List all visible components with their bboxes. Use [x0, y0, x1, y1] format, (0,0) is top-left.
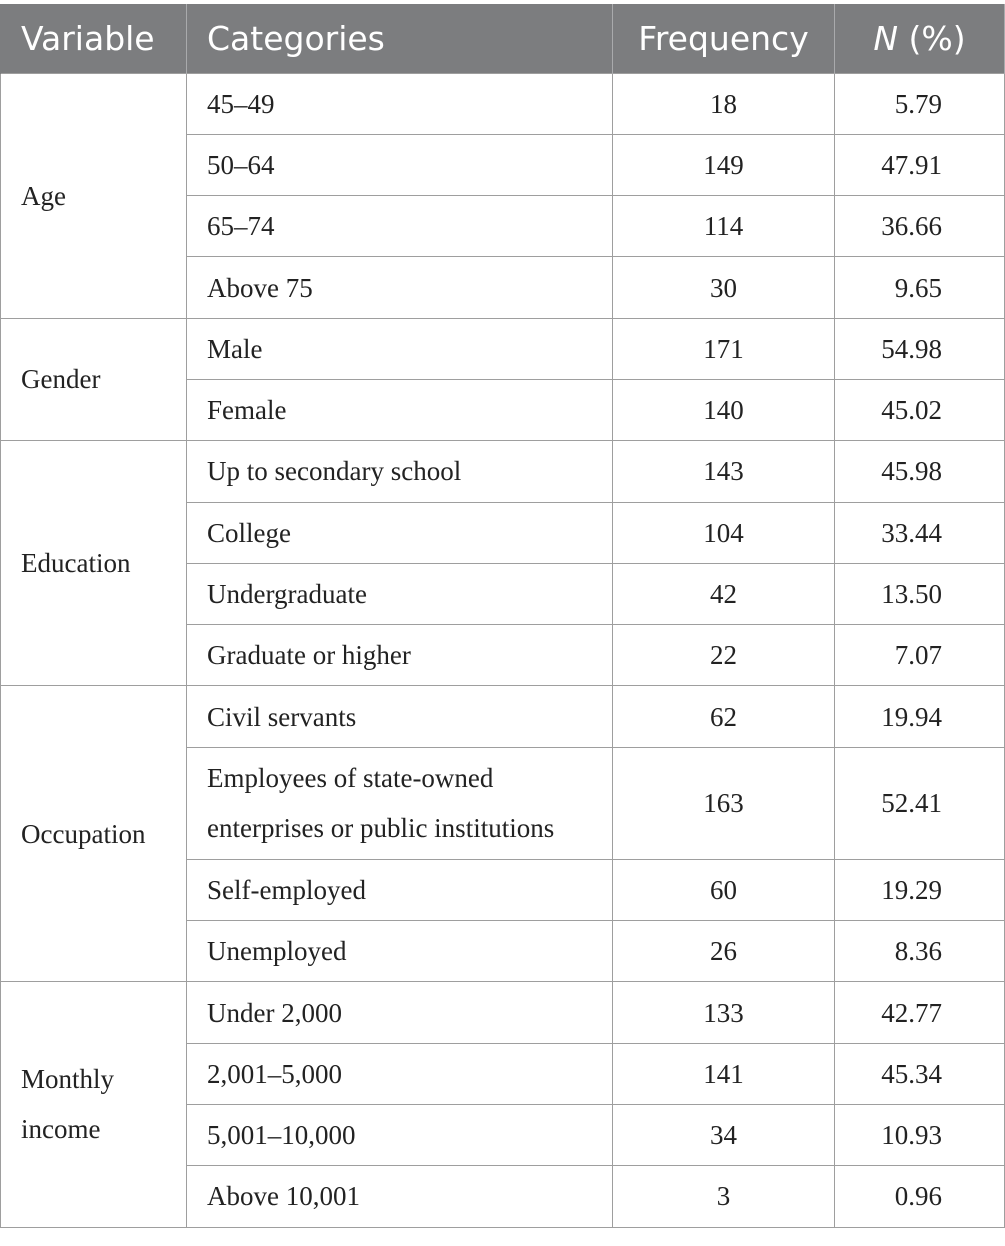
percent-cell: 42.77 — [835, 982, 1005, 1043]
percent-cell: 47.91 — [835, 134, 1005, 195]
percent-cell: 33.44 — [835, 502, 1005, 563]
table-row — [1, 318, 1005, 379]
category-cell: Employees of state-owned enterprises or public institutions — [187, 747, 613, 859]
percent-cell: 13.50 — [835, 563, 1005, 624]
frequency-cell: 143 — [613, 441, 835, 502]
variable-cell-occupation: Occupation — [1, 686, 187, 982]
category-cell: 65–74 — [187, 196, 613, 257]
frequency-cell: 30 — [613, 257, 835, 318]
frequency-cell: 34 — [613, 1104, 835, 1165]
percent-cell: 52.41 — [835, 747, 1005, 859]
table-header — [1, 4, 1005, 73]
header-n-suffix: (%) — [898, 18, 966, 58]
percent-cell: 45.98 — [835, 441, 1005, 502]
frequency-cell: 60 — [613, 859, 835, 920]
variable-cell-education: Education — [1, 441, 187, 686]
header-row — [1, 4, 1005, 73]
variable-cell-gender: Gender — [1, 318, 187, 441]
frequency-cell: 141 — [613, 1043, 835, 1104]
frequency-cell: 140 — [613, 379, 835, 440]
category-cell: Unemployed — [187, 921, 613, 982]
percent-cell: 7.07 — [835, 625, 1005, 686]
frequency-cell: 42 — [613, 563, 835, 624]
category-cell: Above 75 — [187, 257, 613, 318]
category-cell: 50–64 — [187, 134, 613, 195]
frequency-cell: 18 — [613, 73, 835, 134]
variable-cell-age: Age — [1, 73, 187, 318]
category-cell: Undergraduate — [187, 563, 613, 624]
variable-cell-monthly-income: Monthly income — [1, 982, 187, 1227]
table-row — [1, 73, 1005, 134]
category-cell: Self-employed — [187, 859, 613, 920]
category-cell: College — [187, 502, 613, 563]
table-row — [1, 686, 1005, 747]
percent-cell: 45.02 — [835, 379, 1005, 440]
percent-cell: 19.29 — [835, 859, 1005, 920]
category-cell: Graduate or higher — [187, 625, 613, 686]
category-cell: 5,001–10,000 — [187, 1104, 613, 1165]
header-variable: Variable — [1, 4, 187, 73]
frequency-cell: 149 — [613, 134, 835, 195]
percent-cell: 8.36 — [835, 921, 1005, 982]
demographics-table — [0, 4, 1005, 1228]
frequency-cell: 133 — [613, 982, 835, 1043]
percent-cell: 9.65 — [835, 257, 1005, 318]
header-n-italic: N — [873, 18, 899, 58]
category-cell: Up to secondary school — [187, 441, 613, 502]
frequency-cell: 3 — [613, 1166, 835, 1227]
frequency-cell: 114 — [613, 196, 835, 257]
percent-cell: 19.94 — [835, 686, 1005, 747]
category-cell: 45–49 — [187, 73, 613, 134]
percent-cell: 45.34 — [835, 1043, 1005, 1104]
frequency-cell: 62 — [613, 686, 835, 747]
category-cell: 2,001–5,000 — [187, 1043, 613, 1104]
frequency-cell: 171 — [613, 318, 835, 379]
percent-cell: 54.98 — [835, 318, 1005, 379]
frequency-cell: 22 — [613, 625, 835, 686]
percent-cell: 5.79 — [835, 73, 1005, 134]
percent-cell: 36.66 — [835, 196, 1005, 257]
table-body — [1, 73, 1005, 1227]
frequency-cell: 163 — [613, 747, 835, 859]
category-cell: Female — [187, 379, 613, 440]
percent-cell: 10.93 — [835, 1104, 1005, 1165]
header-frequency: Frequency — [613, 4, 835, 73]
category-cell: Civil servants — [187, 686, 613, 747]
frequency-cell: 26 — [613, 921, 835, 982]
category-cell: Above 10,001 — [187, 1166, 613, 1227]
table-row — [1, 441, 1005, 502]
percent-cell: 0.96 — [835, 1166, 1005, 1227]
frequency-cell: 104 — [613, 502, 835, 563]
header-categories: Categories — [187, 4, 613, 73]
category-cell: Male — [187, 318, 613, 379]
header-n-percent — [835, 4, 1005, 73]
category-cell: Under 2,000 — [187, 982, 613, 1043]
table-row — [1, 982, 1005, 1043]
